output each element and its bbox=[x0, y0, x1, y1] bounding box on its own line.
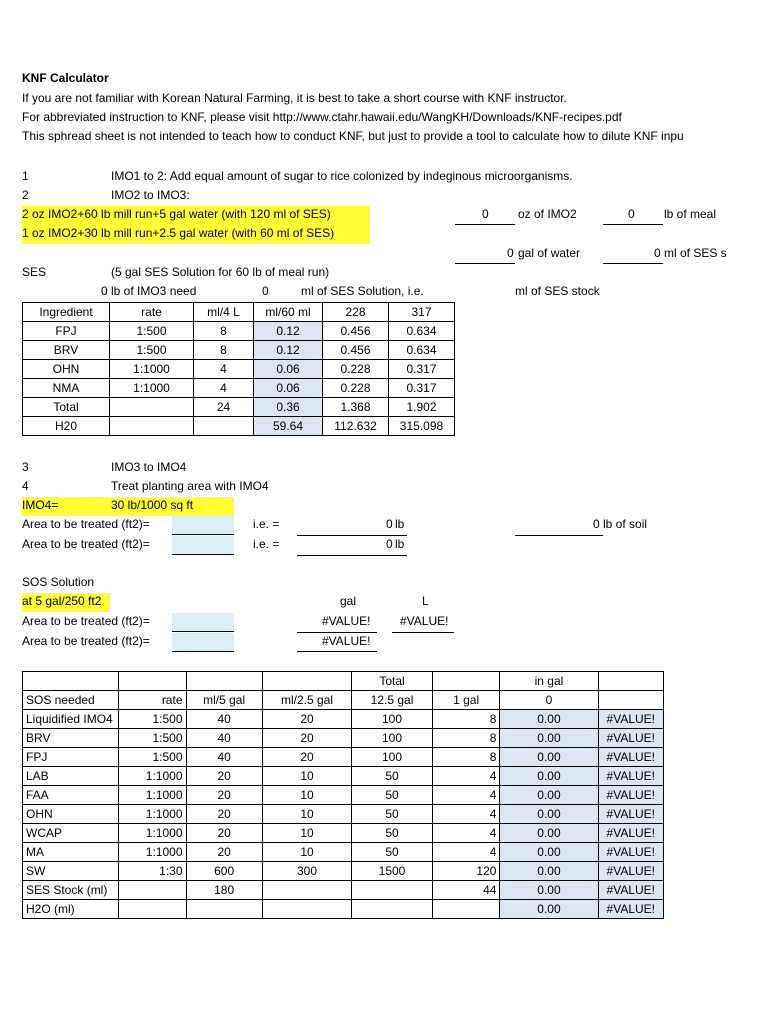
lb-result-unit-2: lb bbox=[395, 537, 405, 551]
lb-meal-label: lb of meal bbox=[664, 207, 717, 221]
sos-item-cell: LAB bbox=[23, 767, 119, 786]
sos-gal-value-2: #VALUE! bbox=[322, 634, 371, 648]
value-cell: 0.06 bbox=[254, 360, 323, 379]
value-cell: 50 bbox=[352, 805, 433, 824]
area-label-2: Area to be treated (ft2)= bbox=[22, 537, 150, 551]
sos-gal-line-2 bbox=[297, 651, 377, 652]
value-cell: 4 bbox=[194, 379, 254, 398]
gal-water-line bbox=[455, 263, 515, 264]
ses-header-228: 228 bbox=[323, 303, 389, 322]
rate-cell: 1:1000 bbox=[118, 767, 186, 786]
value-cell: 0.456 bbox=[323, 322, 389, 341]
sos-header-needed: SOS needed bbox=[23, 691, 119, 710]
sos-header-1gal: 1 gal bbox=[432, 691, 500, 710]
sos-header-gal-input[interactable]: 0 bbox=[500, 691, 598, 710]
value-cell: 1.368 bbox=[323, 398, 389, 417]
table-row bbox=[23, 862, 664, 881]
sos-header-ml-2-5gal: ml/2.5 gal bbox=[262, 691, 351, 710]
intro-line-3: This sphread sheet is not intended to teach how to conduct KNF, but just to provide a tool to calculate how to dilute KNF inpu bbox=[22, 129, 684, 143]
sos-header-ml-5gal: ml/5 gal bbox=[186, 691, 262, 710]
lb-result-value-2: 0 bbox=[386, 537, 393, 551]
rate-cell: 1:500 bbox=[118, 729, 186, 748]
error-cell: #VALUE! bbox=[598, 748, 663, 767]
value-cell: 8 bbox=[194, 341, 254, 360]
value-cell: 50 bbox=[352, 824, 433, 843]
value-cell: 1.902 bbox=[389, 398, 455, 417]
table-row bbox=[23, 748, 664, 767]
imo4-rate-highlight bbox=[22, 497, 234, 516]
table-row bbox=[23, 843, 664, 862]
ses-solution-label: ml of SES Solution, i.e. bbox=[301, 284, 424, 298]
sos-rate-highlight: at 5 gal/250 ft2 bbox=[22, 593, 110, 612]
imo3-need-label: lb of IMO3 need bbox=[111, 284, 197, 298]
sos-area-label-2: Area to be treated (ft2)= bbox=[22, 634, 150, 648]
ses-description: (5 gal SES Solution for 60 lb of meal run) bbox=[111, 265, 330, 279]
value-cell: 20 bbox=[262, 748, 351, 767]
lb-result-value-1: 0 bbox=[386, 517, 393, 531]
table-row bbox=[23, 881, 664, 900]
value-cell: 20 bbox=[186, 824, 262, 843]
sos-top-cell bbox=[598, 672, 663, 691]
sos-l-line-1 bbox=[392, 632, 454, 633]
step-2-number: 2 bbox=[22, 188, 29, 202]
area-input-2[interactable] bbox=[172, 536, 234, 555]
value-cell: 20 bbox=[186, 805, 262, 824]
oz-imo2-value: 0 bbox=[482, 207, 489, 221]
rate-cell bbox=[118, 881, 186, 900]
value-cell: 44 bbox=[432, 881, 500, 900]
value-cell: 112.632 bbox=[323, 417, 389, 436]
value-cell bbox=[432, 900, 500, 919]
value-cell: 0.12 bbox=[254, 341, 323, 360]
value-cell: 20 bbox=[186, 767, 262, 786]
sos-title: SOS Solution bbox=[22, 575, 95, 589]
table-row bbox=[23, 398, 455, 417]
step-3-number: 3 bbox=[22, 460, 29, 474]
sos-item-cell: SW bbox=[23, 862, 119, 881]
value-cell: 59.64 bbox=[254, 417, 323, 436]
table-row bbox=[23, 360, 455, 379]
value-cell: 4 bbox=[432, 767, 500, 786]
ie-label-1: i.e. = bbox=[253, 517, 280, 531]
value-cell: 180 bbox=[186, 881, 262, 900]
sos-area-input-1[interactable] bbox=[172, 613, 234, 632]
area-label-1: Area to be treated (ft2)= bbox=[22, 517, 150, 531]
step-1-number: 1 bbox=[22, 169, 29, 183]
oz-imo2-label: oz of IMO2 bbox=[518, 207, 577, 221]
value-cell: 100 bbox=[352, 710, 433, 729]
imo3-need-value: 0 bbox=[101, 284, 108, 298]
value-cell: 315.098 bbox=[389, 417, 455, 436]
rate-cell: 1:500 bbox=[110, 341, 194, 360]
value-cell: 0.36 bbox=[254, 398, 323, 417]
sos-l-header: L bbox=[422, 594, 429, 608]
sos-item-cell: SES Stock (ml) bbox=[23, 881, 119, 900]
rate-cell: 1:1000 bbox=[110, 360, 194, 379]
table-row bbox=[23, 767, 664, 786]
sos-header-12-5gal: 12.5 gal bbox=[352, 691, 433, 710]
soil-label: lb of soil bbox=[603, 517, 648, 531]
sos-item-cell: MA bbox=[23, 843, 119, 862]
value-cell: 1500 bbox=[352, 862, 433, 881]
sos-item-cell: OHN bbox=[23, 805, 119, 824]
table-row bbox=[23, 417, 455, 436]
value-cell: 8 bbox=[432, 729, 500, 748]
area-input-1[interactable] bbox=[172, 516, 234, 535]
rate-cell: 1:1000 bbox=[118, 843, 186, 862]
step-2-text: IMO2 to IMO3: bbox=[111, 188, 190, 202]
value-cell: 10 bbox=[262, 805, 351, 824]
sos-area-input-2[interactable] bbox=[172, 633, 234, 652]
ie-label-2: i.e. = bbox=[253, 537, 280, 551]
sos-item-cell: BRV bbox=[23, 729, 119, 748]
value-cell: 20 bbox=[186, 786, 262, 805]
rate-cell: 1:1000 bbox=[118, 805, 186, 824]
value-cell: 4 bbox=[432, 805, 500, 824]
error-cell: #VALUE! bbox=[598, 843, 663, 862]
error-cell: #VALUE! bbox=[598, 767, 663, 786]
ingredient-cell: BRV bbox=[23, 341, 110, 360]
value-cell: 0.634 bbox=[389, 341, 455, 360]
value-cell: 600 bbox=[186, 862, 262, 881]
ses-solution-value: 0 bbox=[262, 284, 269, 298]
table-row bbox=[23, 341, 455, 360]
sos-area-label-1: Area to be treated (ft2)= bbox=[22, 614, 150, 628]
rate-cell: 1:30 bbox=[118, 862, 186, 881]
ses-table bbox=[22, 302, 455, 436]
value-cell: 0.634 bbox=[389, 322, 455, 341]
step-3-text: IMO3 to IMO4 bbox=[111, 460, 187, 474]
ml-ses-line bbox=[603, 263, 663, 264]
ingredient-cell: OHN bbox=[23, 360, 110, 379]
ingredient-cell: FPJ bbox=[23, 322, 110, 341]
rate-cell bbox=[118, 900, 186, 919]
sos-l-value-1: #VALUE! bbox=[400, 614, 449, 628]
intro-line-2: For abbreviated instruction to KNF, please visit http://www.ctahr.hawaii.edu/WangKH/Downloads/KNF-recipes.pdf bbox=[22, 110, 622, 124]
gal-water-value: 0 bbox=[507, 246, 514, 260]
value-cell bbox=[262, 900, 351, 919]
value-cell: 100 bbox=[352, 729, 433, 748]
gal-value-cell: 0.00 bbox=[500, 786, 598, 805]
value-cell: 120 bbox=[432, 862, 500, 881]
value-cell: 10 bbox=[262, 786, 351, 805]
rate-cell bbox=[110, 398, 194, 417]
ses-header-317: 317 bbox=[389, 303, 455, 322]
rate-cell: 1:1000 bbox=[118, 786, 186, 805]
sos-gal-value-1: #VALUE! bbox=[322, 614, 371, 628]
lb-meal-line bbox=[603, 224, 663, 225]
gal-value-cell: 0.00 bbox=[500, 748, 598, 767]
value-cell bbox=[186, 900, 262, 919]
value-cell: 0.317 bbox=[389, 360, 455, 379]
table-row bbox=[23, 729, 664, 748]
error-cell: #VALUE! bbox=[598, 862, 663, 881]
ingredient-cell: Total bbox=[23, 398, 110, 417]
value-cell: 20 bbox=[262, 710, 351, 729]
value-cell: 24 bbox=[194, 398, 254, 417]
rate-cell: 1:1000 bbox=[118, 824, 186, 843]
rate-cell: 1:500 bbox=[110, 322, 194, 341]
rate-cell: 1:500 bbox=[118, 710, 186, 729]
ses-stock-label: ml of SES stock bbox=[515, 284, 600, 298]
sos-top-cell bbox=[262, 672, 351, 691]
sos-item-cell: FAA bbox=[23, 786, 119, 805]
table-row bbox=[23, 379, 455, 398]
ses-header-rate: rate bbox=[110, 303, 194, 322]
sos-item-cell: Liquidified IMO4 bbox=[23, 710, 119, 729]
sos-table bbox=[22, 671, 664, 919]
table-row bbox=[23, 824, 664, 843]
error-cell: #VALUE! bbox=[598, 710, 663, 729]
recipe-highlight-1: 2 oz IMO2+60 lb mill run+5 gal water (with 120 ml of SES) bbox=[22, 206, 370, 225]
oz-input-line[interactable] bbox=[455, 224, 515, 225]
gal-value-cell: 0.00 bbox=[500, 900, 598, 919]
ses-header-ml-60ml: ml/60 ml bbox=[254, 303, 323, 322]
value-cell: 40 bbox=[186, 748, 262, 767]
value-cell: 4 bbox=[432, 786, 500, 805]
gal-water-label: gal of water bbox=[518, 246, 581, 260]
gal-value-cell: 0.00 bbox=[500, 881, 598, 900]
step-1-text: IMO1 to 2: Add equal amount of sugar to rice colonized by indeginous microorganisms. bbox=[111, 169, 573, 183]
value-cell: 100 bbox=[352, 748, 433, 767]
value-cell: 0.228 bbox=[323, 379, 389, 398]
step-4-number: 4 bbox=[22, 479, 29, 493]
ml-ses-label: ml of SES s bbox=[664, 246, 727, 260]
value-cell bbox=[194, 417, 254, 436]
error-cell: #VALUE! bbox=[598, 786, 663, 805]
value-cell: 8 bbox=[432, 748, 500, 767]
value-cell: 0.12 bbox=[254, 322, 323, 341]
gal-value-cell: 0.00 bbox=[500, 767, 598, 786]
table-row bbox=[23, 786, 664, 805]
ingredient-cell: H20 bbox=[23, 417, 110, 436]
lb-result-line-2 bbox=[297, 555, 407, 556]
imo4-rate-value: 30 lb/1000 sq ft bbox=[111, 498, 194, 512]
page-title: KNF Calculator bbox=[22, 71, 109, 85]
value-cell: 20 bbox=[262, 729, 351, 748]
value-cell: 0.456 bbox=[323, 341, 389, 360]
rate-cell: 1:1000 bbox=[110, 379, 194, 398]
table-row bbox=[23, 805, 664, 824]
soil-line bbox=[515, 535, 603, 536]
value-cell: 10 bbox=[262, 824, 351, 843]
value-cell: 8 bbox=[432, 710, 500, 729]
value-cell: 0.228 bbox=[323, 360, 389, 379]
sos-top-total: Total bbox=[352, 672, 433, 691]
ses-header-ingredient: Ingredient bbox=[23, 303, 110, 322]
gal-value-cell: 0.00 bbox=[500, 805, 598, 824]
ses-header-ml-4l: ml/4 L bbox=[194, 303, 254, 322]
ingredient-cell: NMA bbox=[23, 379, 110, 398]
lb-meal-value: 0 bbox=[628, 207, 635, 221]
value-cell: 10 bbox=[262, 843, 351, 862]
table-row bbox=[23, 900, 664, 919]
sos-header-rate: rate bbox=[118, 691, 186, 710]
error-cell: #VALUE! bbox=[598, 824, 663, 843]
sos-top-cell bbox=[432, 672, 500, 691]
lb-result-unit-1: lb bbox=[395, 517, 405, 531]
ses-label: SES bbox=[22, 265, 47, 279]
value-cell: 50 bbox=[352, 767, 433, 786]
value-cell: 50 bbox=[352, 786, 433, 805]
value-cell: 4 bbox=[432, 843, 500, 862]
intro-line-1: If you are not familiar with Korean Natural Farming, it is best to take a short course with KNF instructor. bbox=[22, 91, 567, 105]
table-row bbox=[23, 710, 664, 729]
gal-value-cell: 0.00 bbox=[500, 824, 598, 843]
sos-header-blank bbox=[598, 691, 663, 710]
sos-gal-header: gal bbox=[340, 594, 357, 608]
error-cell: #VALUE! bbox=[598, 805, 663, 824]
error-cell: #VALUE! bbox=[598, 729, 663, 748]
imo4-rate-label: IMO4= bbox=[22, 498, 59, 512]
value-cell: 40 bbox=[186, 710, 262, 729]
value-cell bbox=[352, 881, 433, 900]
error-cell: #VALUE! bbox=[598, 881, 663, 900]
value-cell: 300 bbox=[262, 862, 351, 881]
value-cell: 50 bbox=[352, 843, 433, 862]
rate-cell: 1:500 bbox=[118, 748, 186, 767]
ml-ses-value: 0 bbox=[654, 246, 661, 260]
gal-value-cell: 0.00 bbox=[500, 729, 598, 748]
sos-item-cell: FPJ bbox=[23, 748, 119, 767]
value-cell: 8 bbox=[194, 322, 254, 341]
step-4-text: Treat planting area with IMO4 bbox=[111, 479, 269, 493]
sos-top-cell bbox=[118, 672, 186, 691]
value-cell bbox=[262, 881, 351, 900]
gal-value-cell: 0.00 bbox=[500, 862, 598, 881]
value-cell: 4 bbox=[194, 360, 254, 379]
gal-value-cell: 0.00 bbox=[500, 710, 598, 729]
soil-value: 0 bbox=[593, 517, 600, 531]
value-cell: 0.06 bbox=[254, 379, 323, 398]
rate-cell bbox=[110, 417, 194, 436]
value-cell: 10 bbox=[262, 767, 351, 786]
value-cell: 40 bbox=[186, 729, 262, 748]
value-cell bbox=[352, 900, 433, 919]
recipe-highlight-2: 1 oz IMO2+30 lb mill run+2.5 gal water (with 60 ml of SES) bbox=[22, 225, 370, 244]
value-cell: 20 bbox=[186, 843, 262, 862]
error-cell: #VALUE! bbox=[598, 900, 663, 919]
sos-item-cell: H2O (ml) bbox=[23, 900, 119, 919]
table-row bbox=[23, 322, 455, 341]
sos-item-cell: WCAP bbox=[23, 824, 119, 843]
sos-top-in-gal: in gal bbox=[500, 672, 598, 691]
sos-top-cell bbox=[186, 672, 262, 691]
value-cell: 0.317 bbox=[389, 379, 455, 398]
gal-value-cell: 0.00 bbox=[500, 843, 598, 862]
value-cell: 4 bbox=[432, 824, 500, 843]
sos-top-cell bbox=[23, 672, 119, 691]
